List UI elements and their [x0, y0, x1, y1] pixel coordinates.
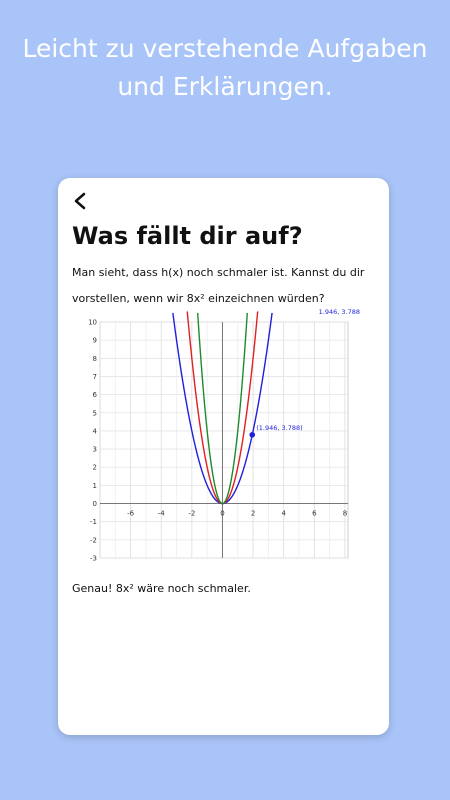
headline-line-2: und Erklärungen.	[117, 72, 333, 101]
lesson-card	[58, 178, 389, 735]
y-tick-label: 9	[92, 336, 97, 345]
chevron-left-icon	[70, 190, 92, 212]
x-tick-label: -2	[188, 509, 196, 518]
x-tick-label: 4	[281, 509, 286, 518]
function-graph[interactable]	[84, 306, 364, 576]
x-tick-label: -6	[127, 509, 135, 518]
y-tick-label: 0	[92, 500, 97, 509]
y-tick-label: -3	[90, 554, 97, 563]
y-tick-label: 7	[92, 372, 97, 381]
y-tick-label: 5	[92, 409, 97, 418]
plot-frame	[100, 322, 348, 558]
x-tick-label: 0	[220, 509, 225, 518]
x-tick-label: 6	[312, 509, 317, 518]
y-tick-label: 8	[92, 354, 97, 363]
headline-line-1: Leicht zu verstehende Aufgaben	[22, 34, 428, 63]
answer-text: Genau! 8x² wäre noch schmaler.	[72, 582, 251, 595]
card-title: Was fällt dir auf?	[72, 222, 303, 250]
y-tick-label: 6	[92, 391, 97, 400]
y-tick-label: 3	[92, 445, 97, 454]
y-tick-label: -2	[90, 536, 97, 545]
x-tick-label: -4	[157, 509, 165, 518]
x-tick-label: 2	[250, 509, 256, 518]
question-text: Man sieht, dass h(x) noch schmaler ist. Kannst du dir vorstellen, wenn wir 8x² einzeichnen würden?	[72, 266, 365, 305]
x-tick-label: 8	[342, 509, 348, 518]
y-tick-label: -1	[90, 518, 97, 527]
marked-point	[249, 432, 255, 438]
graph-canvas[interactable]	[84, 306, 364, 576]
back-button[interactable]	[70, 190, 92, 212]
marked-point-label: (1.946, 3.788)	[256, 423, 303, 432]
promo-headline	[0, 30, 450, 106]
y-tick-label: 2	[92, 463, 97, 472]
y-tick-label: 4	[92, 427, 97, 436]
y-tick-label: 10	[88, 318, 97, 327]
coordinate-readout: 1.946, 3.788	[318, 308, 360, 316]
y-tick-label: 1	[92, 481, 97, 490]
